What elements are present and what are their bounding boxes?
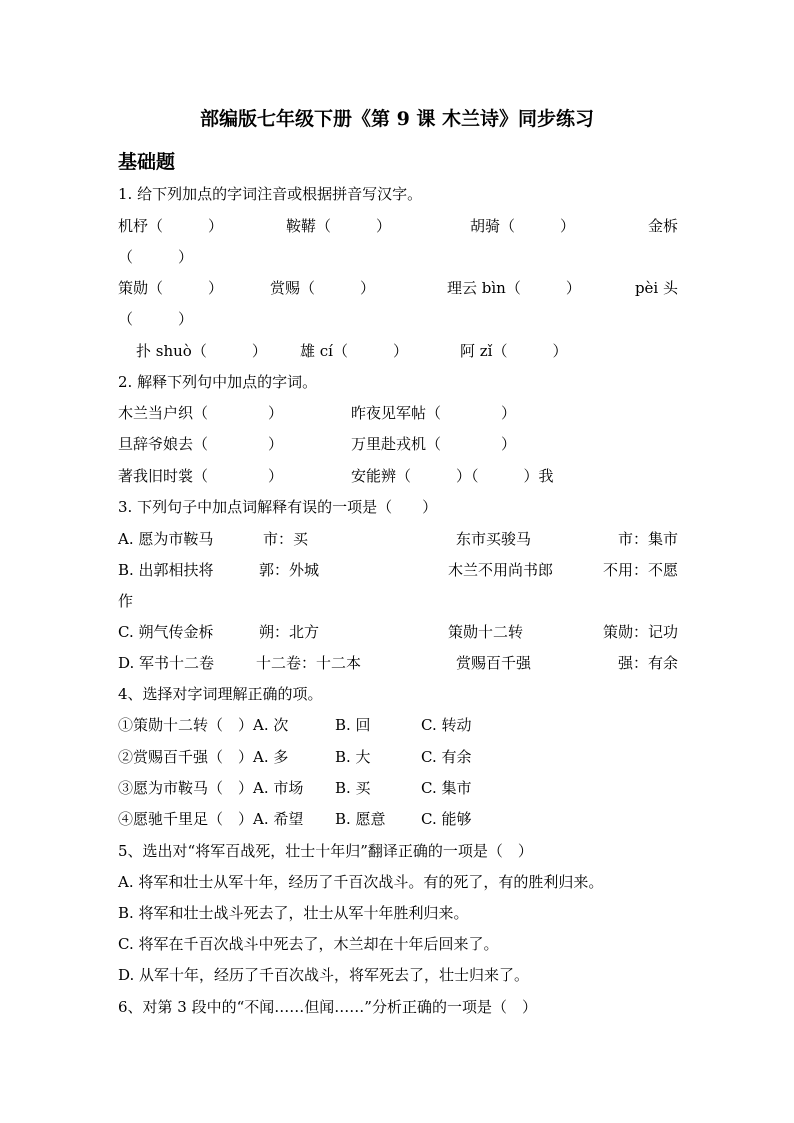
q2-stem: 2. 解释下列句中加点的字词。: [118, 373, 318, 391]
q4-item: ②赏赐百千强（ ）A. 多 B. 大 C. 有余: [118, 748, 472, 766]
q6-stem: 6、对第 3 段中的“不闻……但闻……”分析正确的一项是（ ）: [118, 998, 537, 1016]
blank-item: 鞍鞯（ ）: [286, 217, 392, 235]
blank-item: 机杼（ ）: [118, 217, 224, 235]
blank-item: 扑 shuò（ ）: [136, 342, 267, 360]
q1-row-1: [118, 215, 678, 237]
blank-item: 安能辨（ ）（ ）我: [351, 467, 554, 485]
q5-option: B. 将军和壮士战斗死去了，壮士从军十年胜利归来。: [118, 904, 469, 922]
q3-option-c: C. 朔气传金柝 朔：北方 策勋十二转 策勋：记功: [118, 623, 678, 641]
blank-item: pèi 头: [634, 279, 678, 297]
q3-option-b: B. 出郭相扶将 郭：外城 木兰不用尚书郎 不用：不愿: [118, 561, 678, 579]
q4-item: ④愿驰千里足（ ）A. 希望 B. 愿意 C. 能够: [118, 810, 472, 828]
blank-item: 理云 bìn（ ）: [447, 279, 581, 297]
q3-option-b-cont: 作: [118, 592, 134, 610]
blank-item: 雄 cí（ ）: [300, 342, 408, 360]
q1-row-3: [118, 340, 678, 362]
blank-item: 阿 zǐ（ ）: [460, 342, 568, 360]
q5-option: C. 将军在千百次战斗中死去了，木兰却在十年后回来了。: [118, 935, 499, 953]
q3-option-d: D. 军书十二卷 十二卷：十二本 赏赐百千强 强：有余: [118, 654, 678, 672]
blank-item: 旦辞爷娘去（ ）: [118, 435, 284, 453]
page-title: 部编版七年级下册《第 9 课 木兰诗》同步练习: [199, 108, 595, 130]
blank-item: 策勋（ ）: [118, 279, 224, 297]
q4-item: ③愿为市鞍马（ ）A. 市场 B. 买 C. 集市: [118, 779, 472, 797]
q3-stem: 3. 下列句子中加点词解释有误的一项是（ ）: [118, 498, 438, 516]
q1-row-1-cont: （ ）: [118, 248, 194, 266]
blank-item: 木兰当户织（ ）: [118, 404, 284, 422]
q5-option: D. 从军十年，经历了千百次战斗，将军死去了，壮士归来了。: [118, 966, 530, 984]
q4-stem: 4、选择对字词理解正确的项。: [118, 685, 323, 703]
q1-row-2-cont: （ ）: [118, 310, 194, 328]
q5-stem: 5、选出对“将军百战死，壮士十年归”翻译正确的一项是（ ）: [118, 842, 533, 860]
q1-row-2: [118, 277, 678, 299]
q2-row-2: [118, 433, 678, 455]
blank-item: 昨夜见军帖（ ）: [351, 404, 517, 422]
blank-item: 赏赐（ ）: [270, 279, 376, 297]
blank-item: 胡骑（ ）: [470, 217, 576, 235]
q5-option: A. 将军和壮士从军十年，经历了千百次战斗。有的死了，有的胜利归来。: [118, 873, 604, 891]
q2-row-3: [118, 465, 678, 487]
section-heading: 基础题: [118, 151, 176, 173]
q4-item: ①策勋十二转（ ）A. 次 B. 回 C. 转动: [118, 716, 472, 734]
blank-item: 著我旧时裳（ ）: [118, 467, 284, 485]
blank-item: 万里赴戎机（ ）: [351, 435, 517, 453]
blank-item: 金柝: [647, 217, 678, 235]
q2-row-1: [118, 402, 678, 424]
q1-stem: 1. 给下列加点的字词注音或根据拼音写汉字。: [118, 185, 423, 203]
q3-option-a: A. 愿为市鞍马 市：买 东市买骏马 市：集市: [118, 530, 678, 548]
